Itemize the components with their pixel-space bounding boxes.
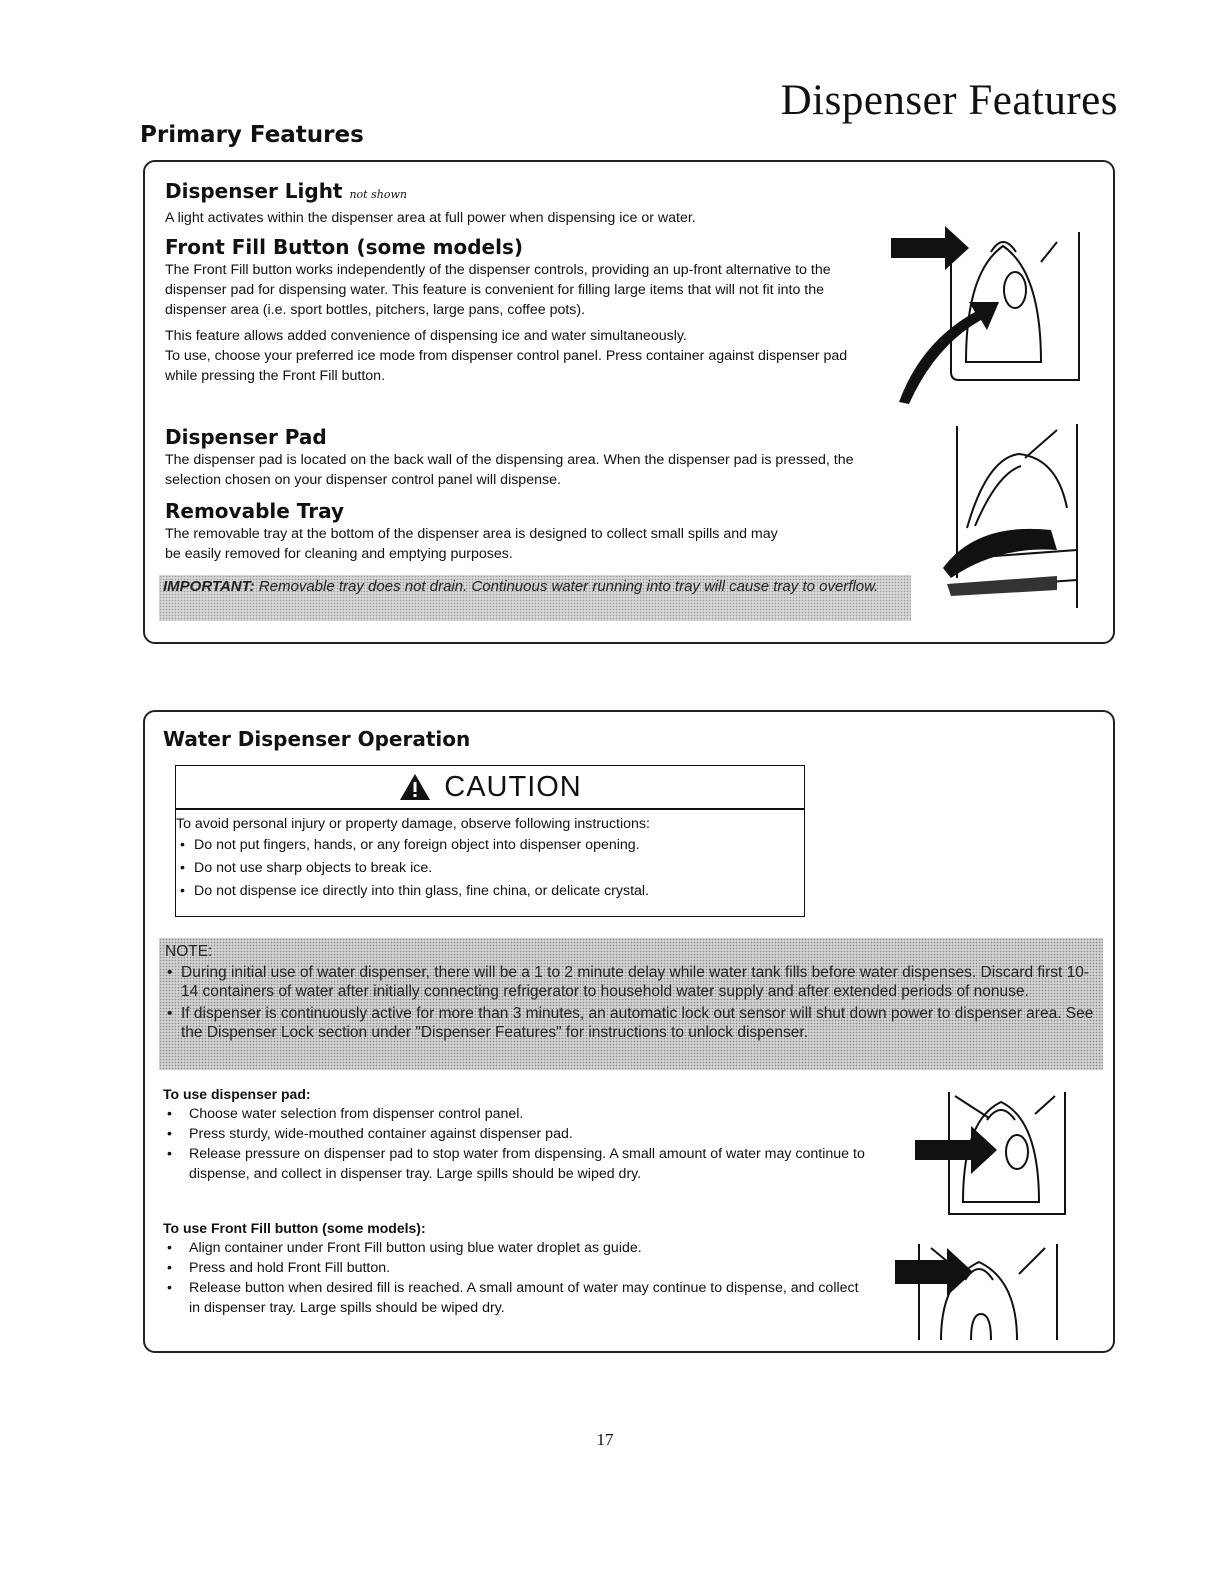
dispenser-pad-heading: Dispenser Pad (165, 425, 327, 449)
water-dispenser-panel (143, 710, 1115, 1353)
removable-tray-heading: Removable Tray (165, 499, 345, 523)
front-fill-use-list (163, 1238, 863, 1318)
page-title: Dispenser Features (780, 77, 1118, 124)
arrow-right-icon (891, 226, 969, 270)
list-item: • Release pressure on dispenser pad to stop water from dispensing. A small amount of water may continue to dispense, and collect in dispenser tray. Large spills should be wiped dry. (163, 1144, 903, 1184)
front-fill-text-3: To use, choose your preferred ice mode from dispenser control panel. Press container against dispenser pad while pressing the Front Fill button. (165, 348, 848, 384)
list-item: • Release button when desired fill is reached. A small amount of water may continue to dispense, and collect in dispenser tray. Large spills should be wiped dry. (163, 1278, 863, 1318)
pad-use-list (163, 1104, 903, 1184)
list-item: • Align container under Front Fill button using blue water droplet as guide. (163, 1238, 863, 1258)
arrow-right-icon (915, 1126, 997, 1174)
dispenser-light-text: A light activates within the dispenser area at full power when dispensing ice or water. (165, 210, 696, 226)
important-label: IMPORTANT: (163, 578, 255, 595)
list-item: • If dispenser is continuously active for more than 3 minutes, an automatic lock out sensor will shut down power to dispenser area. See the Dispenser Lock section under "Dispenser Features" for instructions to unlock dispenser. (165, 1004, 1097, 1042)
front-fill-heading: Front Fill Button (some models) (165, 235, 523, 259)
list-item: • Press sturdy, wide-mouthed container against dispenser pad. (163, 1124, 903, 1144)
list-item: • Do not put fingers, hands, or any foreign object into dispenser opening. (176, 834, 796, 857)
dispenser-pad-section (165, 424, 885, 490)
pad-use-title: To use dispenser pad: (163, 1086, 311, 1102)
front-fill-use-section (163, 1218, 863, 1318)
warning-icon (398, 772, 432, 802)
caution-intro: To avoid personal injury or property damage, observe following instructions: (176, 816, 650, 832)
front-fill-section (165, 234, 865, 386)
dispenser-pad-text: The dispenser pad is located on the back wall of the dispensing area. When the dispenser pad is pressed, the selection chosen on your dispenser control panel will dispense. (165, 452, 854, 488)
dispenser-pad-tray-illustration (927, 418, 1087, 628)
caution-box (175, 765, 805, 917)
note-label: NOTE: (165, 943, 213, 960)
list-item: • Press and hold Front Fill button. (163, 1258, 863, 1278)
front-fill-use-illustration (895, 1240, 1085, 1350)
front-fill-text-2: This feature allows added convenience of dispensing ice and water simultaneously. (165, 328, 687, 344)
important-text: Removable tray does not drain. Continuous water running into tray will cause tray to overflow. (258, 578, 879, 595)
section-title: Primary Features (140, 122, 364, 148)
removable-tray-section (165, 498, 785, 564)
front-fill-text-1: The Front Fill button works independently of the dispenser controls, providing an up-front alternative to the dispenser pad for dispensing water. This feature is convenient for filling large items that will not fit into the dispenser area (i.e. sport bottles, pitchers, large pans, coffee pots). (165, 262, 831, 318)
pad-use-section (163, 1084, 903, 1184)
dispenser-light-heading: Dispenser Light (165, 179, 343, 203)
front-fill-use-title: To use Front Fill button (some models): (163, 1220, 426, 1236)
list-item: • Do not use sharp objects to break ice. (176, 857, 796, 880)
curved-arrow-icon (899, 302, 999, 404)
primary-features-panel (143, 160, 1115, 644)
note-list (165, 963, 1097, 1042)
pad-use-illustration (915, 1086, 1075, 1226)
water-operation-heading: Water Dispenser Operation (163, 727, 471, 751)
dispenser-light-section (165, 178, 885, 228)
arrow-right-icon (895, 1248, 973, 1296)
list-item: • During initial use of water dispenser, there will be a 1 to 2 minute delay while water tank fills before water dispenses. Discard first 10-14 containers of water after initially connecting refrigerator to household water supply and after extended periods of nonuse. (165, 963, 1097, 1001)
note-box (159, 938, 1103, 1070)
list-item: • Choose water selection from dispenser control panel. (163, 1104, 903, 1124)
front-fill-illustration (891, 212, 1091, 412)
page-number: 17 (596, 1430, 614, 1449)
not-shown-note: not shown (349, 188, 407, 201)
removable-tray-text: The removable tray at the bottom of the dispenser area is designed to collect small spills and may be easily removed for cleaning and emptying purposes. (165, 526, 778, 562)
caution-label: CAUTION (444, 770, 582, 803)
important-note (159, 575, 911, 621)
list-item: • Do not dispense ice directly into thin glass, fine china, or delicate crystal. (176, 880, 796, 903)
caution-list (176, 834, 796, 903)
caution-banner (176, 766, 804, 810)
